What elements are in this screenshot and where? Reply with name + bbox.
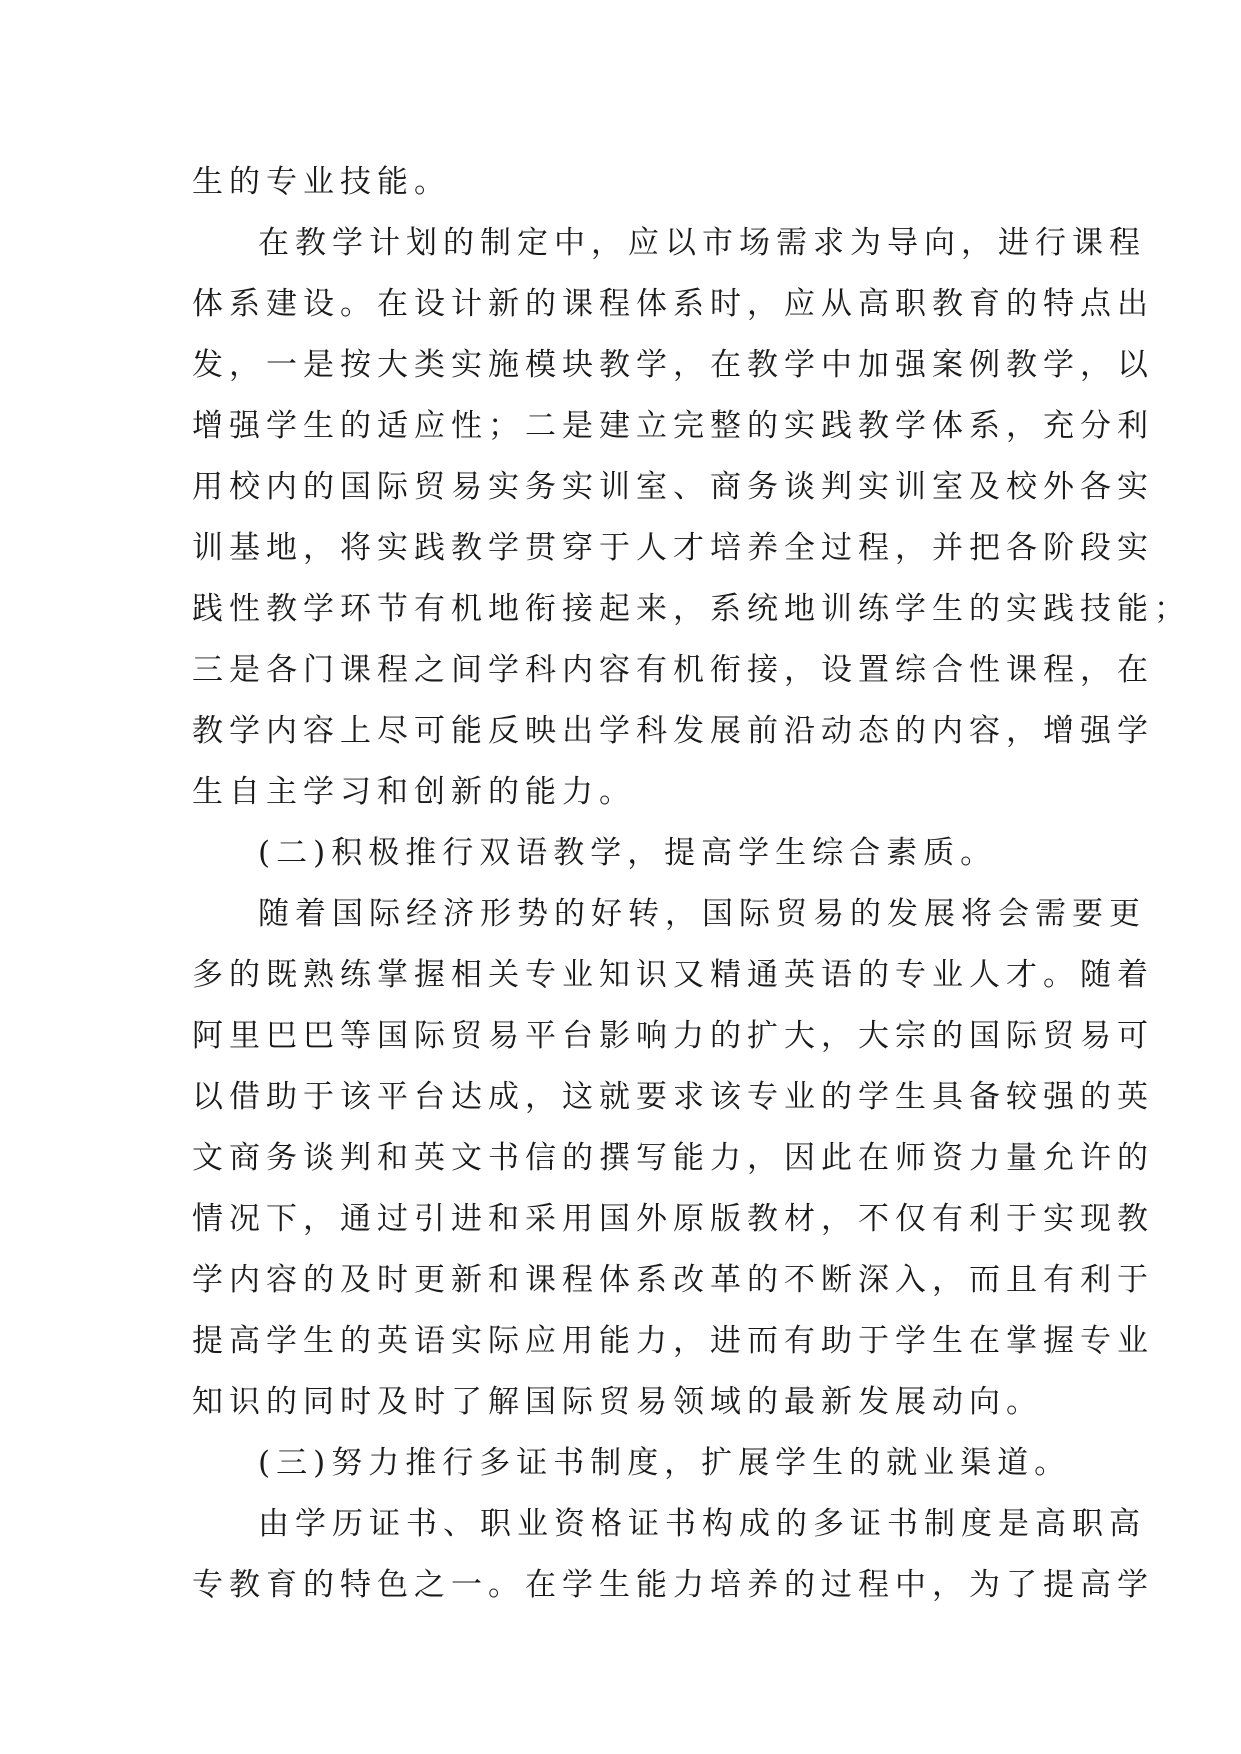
text-line: 文商务谈判和英文书信的撰写能力，因此在师资力量允许的 <box>192 1140 1154 1176</box>
text-line: 在教学计划的制定中，应以市场需求为导向，进行课程 <box>258 225 1146 261</box>
text-line: 知识的同时及时了解国际贸易领域的最新发展动向。 <box>192 1384 1043 1420</box>
text-line: 阿里巴巴等国际贸易平台影响力的扩大，大宗的国际贸易可 <box>192 1018 1154 1054</box>
text-line: (二)积极推行双语教学，提高学生综合素质。 <box>258 835 998 871</box>
text-line: (三)努力推行多证书制度，扩展学生的就业渠道。 <box>258 1445 1072 1481</box>
body-text <box>192 152 1191 1616</box>
text-line: 生自主学习和创新的能力。 <box>192 774 636 810</box>
text-line: 多的既熟练掌握相关专业知识又精通英语的专业人才。随着 <box>192 957 1154 993</box>
text-line: 践性教学环节有机地衔接起来，系统地训练学生的实践技能； <box>192 591 1191 627</box>
text-line: 训基地，将实践教学贯穿于人才培养全过程，并把各阶段实 <box>192 530 1154 566</box>
text-line: 发，一是按大类实施模块教学，在教学中加强案例教学，以 <box>192 347 1154 383</box>
text-line: 教学内容上尽可能反映出学科发展前沿动态的内容，增强学 <box>192 713 1154 749</box>
text-line: 增强学生的适应性；二是建立完整的实践教学体系，充分利 <box>192 408 1154 444</box>
text-line: 以借助于该平台达成，这就要求该专业的学生具备较强的英 <box>192 1079 1154 1115</box>
text-line: 由学历证书、职业资格证书构成的多证书制度是高职高 <box>258 1506 1146 1542</box>
text-line: 学内容的及时更新和课程体系改革的不断深入，而且有利于 <box>192 1262 1154 1298</box>
text-line: 三是各门课程之间学科内容有机衔接，设置综合性课程，在 <box>192 652 1154 688</box>
text-line: 体系建设。在设计新的课程体系时，应从高职教育的特点出 <box>192 286 1154 322</box>
text-line: 情况下，通过引进和采用国外原版教材，不仅有利于实现教 <box>192 1201 1154 1237</box>
text-line: 用校内的国际贸易实务实训室、商务谈判实训室及校外各实 <box>192 469 1154 505</box>
text-line: 专教育的特色之一。在学生能力培养的过程中，为了提高学 <box>192 1567 1154 1603</box>
text-line: 生的专业技能。 <box>192 164 451 200</box>
text-line: 提高学生的英语实际应用能力，进而有助于学生在掌握专业 <box>192 1323 1154 1359</box>
text-line: 随着国际经济形势的好转，国际贸易的发展将会需要更 <box>258 896 1146 932</box>
